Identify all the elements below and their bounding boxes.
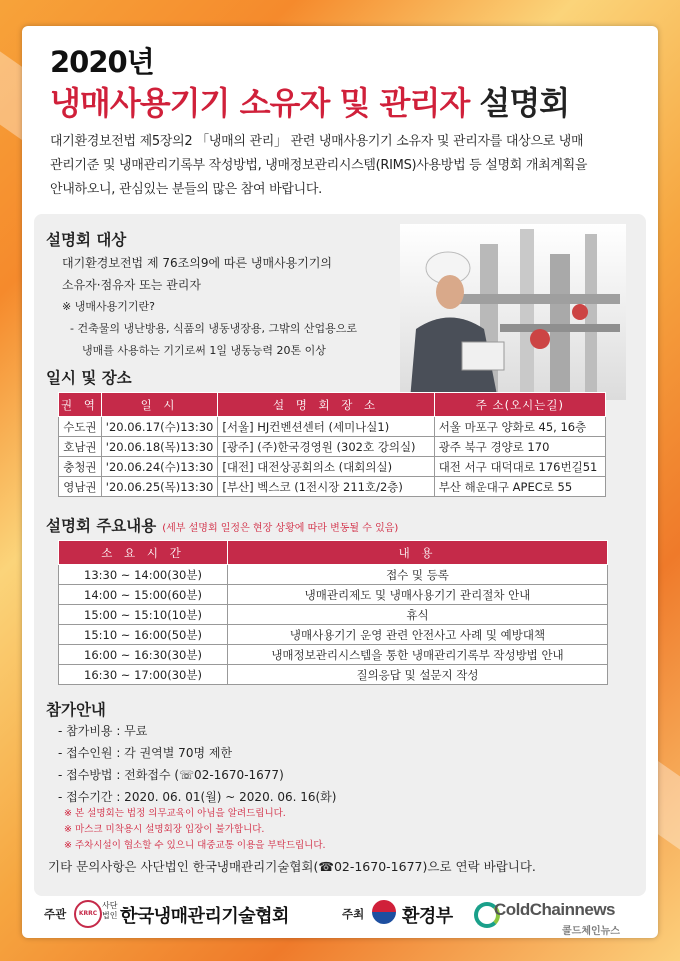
table-row	[59, 625, 608, 645]
government-emblem-icon	[372, 900, 396, 924]
target-heading: 설명회 대상	[46, 231, 127, 249]
host-label: 주관	[44, 907, 67, 921]
host-small-text: 사단	[102, 901, 118, 910]
time-cell: 15:10 ~ 16:00(50분)	[59, 625, 228, 645]
guide-heading: 참가안내	[46, 701, 106, 719]
table-row	[59, 565, 608, 585]
schedule-table	[58, 392, 606, 497]
region-cell: 충청권	[59, 457, 102, 477]
table-row	[59, 417, 606, 437]
watermark-text: ColdChainnews	[494, 900, 616, 919]
target-line: 소유자·점유자 또는 관리자	[62, 278, 201, 292]
address-cell: 대전 서구 대덕대로 176번길51	[434, 457, 605, 477]
content-cell: 냉매사용기기 운영 관련 안전사고 사례 및 예방대책	[228, 625, 608, 645]
table-row	[59, 665, 608, 685]
intro-paragraph	[50, 130, 640, 202]
region-cell: 호남권	[59, 437, 102, 457]
target-note: ※ 냉매사용기기란?	[62, 300, 155, 313]
schedule-header: 일 시	[101, 393, 218, 417]
time-cell: 16:30 ~ 17:00(30분)	[59, 665, 228, 685]
target-line: 대기환경보전법 제 76조의9에 따른 냉매사용기기의	[62, 256, 333, 270]
poster-title	[50, 78, 569, 124]
guide-note: ※ 본 설명회는 법정 의무교육이 아님을 알려드립니다.	[64, 808, 286, 819]
intro-line: 안내하오니, 관심있는 분들의 많은 참여 바랍니다.	[50, 182, 322, 197]
region-cell: 수도권	[59, 417, 102, 437]
datetime-cell: '20.06.24(수)13:30	[101, 457, 218, 477]
table-row	[59, 457, 606, 477]
content-cell: 냉매관리제도 및 냉매사용기기 관리절차 안내	[228, 585, 608, 605]
program-table	[58, 540, 608, 685]
region-cell: 영남권	[59, 477, 102, 497]
intro-line: 대기환경보전법 제5장의2 「냉매의 관리」 관련 냉매사용기기 소유자 및 관리자를 대상으로 냉매	[50, 134, 584, 149]
guide-item: - 접수기간 : 2020. 06. 01(월) ~ 2020. 06. 16(화)	[58, 790, 337, 804]
venue-cell: [부산] 벡스코 (1전시장 211호/2층)	[218, 477, 434, 497]
guide-item: - 접수인원 : 각 권역별 70명 제한	[58, 746, 233, 760]
content-cell: 냉매정보관리시스템을 통한 냉매관리기록부 작성방법 안내	[228, 645, 608, 665]
guide-item: - 접수방법 : 전화접수 (☏02-1670-1677)	[58, 768, 284, 782]
sponsor-name: 환경부	[402, 906, 453, 927]
program-header-row	[59, 541, 608, 565]
program-header: 내 용	[228, 541, 608, 565]
program-note: (세부 설명회 일정은 현장 상황에 따라 변동될 수 있음)	[162, 523, 399, 534]
address-cell: 부산 해운대구 APEC로 55	[434, 477, 605, 497]
target-sub: 냉매를 사용하는 기기로써 1일 냉동능력 20톤 이상	[82, 344, 326, 357]
content-cell: 질의응답 및 설문지 작성	[228, 665, 608, 685]
datetime-cell: '20.06.18(목)13:30	[101, 437, 218, 457]
title-black-part: 설명회	[479, 84, 570, 122]
contact-line: 기타 문의사항은 사단법인 한국냉매관리기술협회(☎02-1670-1677)으로 연락 바랍니다.	[48, 859, 536, 874]
table-row	[59, 585, 608, 605]
time-cell: 16:00 ~ 16:30(30분)	[59, 645, 228, 665]
schedule-header: 주 소(오시는길)	[434, 393, 605, 417]
time-cell: 14:00 ~ 15:00(60분)	[59, 585, 228, 605]
host-name: 한국냉매관리기술협회	[120, 906, 289, 927]
poster-year: 2020년	[50, 45, 154, 79]
schedule-header: 설 명 회 장 소	[218, 393, 434, 417]
table-row	[59, 605, 608, 625]
guide-item: - 참가비용 : 무료	[58, 724, 148, 738]
datetime-cell: '20.06.17(수)13:30	[101, 417, 218, 437]
schedule-header: 권 역	[59, 393, 102, 417]
venue-cell: [서울] HJ컨벤션센터 (세미나실1)	[218, 417, 434, 437]
sponsor-label: 주최	[342, 907, 365, 921]
technician-photo	[400, 224, 626, 400]
venue-cell: [광주] (주)한국경영원 (302호 강의실)	[218, 437, 434, 457]
krrc-badge-text: KRRC	[78, 910, 98, 917]
title-red-part: 냉매사용기기 소유자 및 관리자	[50, 84, 470, 122]
content-cell: 휴식	[228, 605, 608, 625]
krrc-logo-icon	[74, 900, 102, 928]
schedule-header-row	[59, 393, 606, 417]
venue-cell: [대전] 대전상공회의소 (대회의실)	[218, 457, 434, 477]
table-row	[59, 477, 606, 497]
program-header: 소 요 시 간	[59, 541, 228, 565]
time-cell: 15:00 ~ 15:10(10분)	[59, 605, 228, 625]
content-cell: 접수 및 등록	[228, 565, 608, 585]
table-row	[59, 645, 608, 665]
host-small-text: 법인	[102, 911, 118, 920]
table-row	[59, 437, 606, 457]
watermark-sub: 콜드체인뉴스	[562, 926, 620, 937]
host-corp-tag	[102, 901, 117, 921]
poster-card	[22, 26, 658, 938]
intro-line: 관리기준 및 냉매관리기록부 작성방법, 냉매정보관리시스템(RIMS)사용방법 등 설명회 개최계획을	[50, 158, 588, 173]
guide-note: ※ 마스크 미착용시 설명회장 입장이 불가합니다.	[64, 824, 265, 835]
target-sub: - 건축물의 냉난방용, 식품의 냉동냉장용, 그밖의 산업용으로	[70, 322, 357, 335]
program-heading	[46, 514, 398, 536]
datetime-cell: '20.06.25(목)13:30	[101, 477, 218, 497]
schedule-heading: 일시 및 장소	[46, 369, 132, 387]
program-heading-text: 설명회 주요내용	[46, 517, 157, 535]
address-cell: 광주 북구 경양로 170	[434, 437, 605, 457]
time-cell: 13:30 ~ 14:00(30분)	[59, 565, 228, 585]
guide-note: ※ 주차시설이 협소할 수 있으니 대중교통 이용을 부탁드립니다.	[64, 840, 326, 851]
address-cell: 서울 마포구 양화로 45, 16층	[434, 417, 605, 437]
